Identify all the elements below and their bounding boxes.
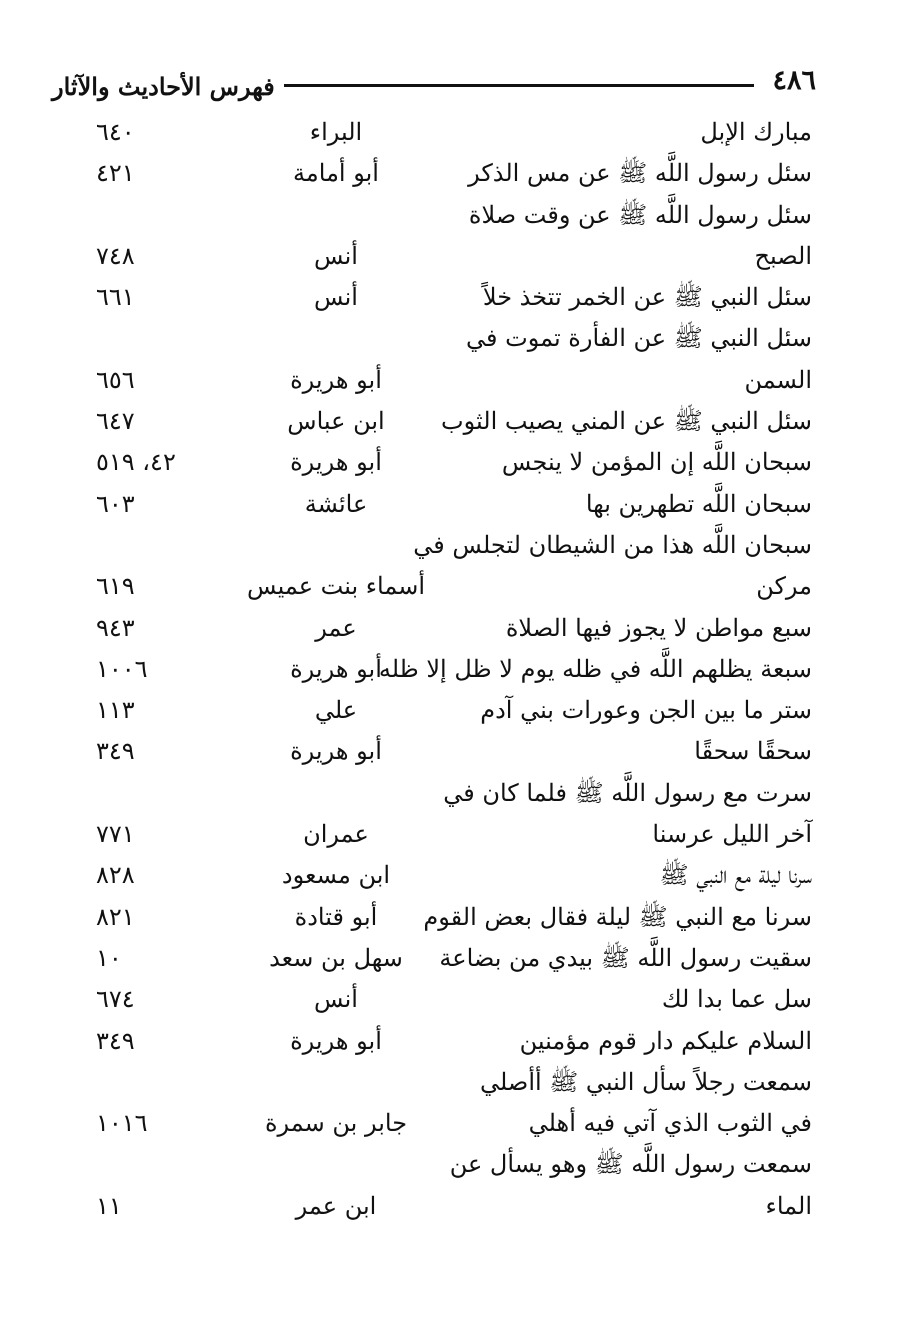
page-reference: ٦٧٤	[96, 985, 135, 1014]
narrator: ابن عباس	[287, 407, 385, 436]
narrator: أنس	[314, 283, 358, 312]
index-entry	[0, 277, 916, 318]
index-entry	[0, 360, 916, 401]
index-entry	[0, 897, 916, 938]
hadith-text: سئل النبي ﷺ عن المني يصيب الثوب	[441, 407, 812, 436]
hadith-text: سبحان اللَّه تطهرين بها	[585, 489, 812, 518]
index-entry	[0, 731, 916, 772]
page-reference: ٤٢١	[96, 159, 135, 188]
page-reference: ٣٤٩	[96, 1026, 135, 1055]
page-reference: ١٠١٦	[96, 1109, 148, 1138]
narrator: ابن مسعود	[281, 861, 391, 890]
page-reference: ٣٤٩	[96, 737, 135, 766]
index-entry	[0, 1144, 916, 1185]
hadith-text: سرت مع رسول اللَّه ﷺ فلما كان في	[443, 778, 812, 807]
index-entry	[0, 566, 916, 607]
page-reference: ٩٤٣	[96, 613, 135, 642]
page-reference: ٨٢٨	[96, 861, 135, 890]
hadith-text: سحقًا سحقًا	[694, 737, 812, 766]
narrator: أسماء بنت عميس	[246, 572, 426, 601]
index-entry	[0, 608, 916, 649]
narrator: أنس	[314, 985, 358, 1014]
hadith-text: سبعة يظلهم اللَّه في ظله يوم لا ظل إلا ظله	[378, 654, 812, 683]
page-reference: ٦٥٦	[96, 365, 135, 394]
index-entry	[0, 814, 916, 855]
hadith-text: سبحان اللَّه إن المؤمن لا ينجس	[501, 448, 812, 477]
page-reference: ١١٣	[96, 696, 135, 725]
narrator: أبو قتادة	[294, 902, 378, 931]
narrator: علي	[314, 696, 358, 725]
hadith-text: سبع مواطن لا يجوز فيها الصلاة	[505, 613, 812, 642]
index-entry	[0, 979, 916, 1020]
narrator: عمر	[315, 613, 357, 642]
hadith-text: ستر ما بين الجن وعورات بني آدم	[480, 696, 812, 725]
index-entry	[0, 649, 916, 690]
hadith-text: سبحان اللَّه هذا من الشيطان لتجلس في	[413, 530, 812, 559]
hadith-text: مركن	[756, 572, 812, 601]
index-entry	[0, 1103, 916, 1144]
narrator: عائشة	[304, 489, 368, 518]
page-reference: ٦٠٣	[96, 489, 135, 518]
page-reference: ٤٢، ٥١٩	[96, 448, 176, 477]
hadith-text: سرنا ليلة مع النبي ﷺ	[659, 861, 812, 890]
narrator: ابن عمر	[295, 1191, 377, 1220]
page-reference: ٧٤٨	[96, 241, 135, 270]
index-entry	[0, 484, 916, 525]
narrator: أبو أمامة	[293, 159, 379, 188]
hadith-text: سئل رسول اللَّه ﷺ عن وقت صلاة	[468, 200, 812, 229]
narrator: أبو هريرة	[290, 365, 382, 394]
page-reference: ١٠٠٦	[96, 654, 148, 683]
index-entry	[0, 690, 916, 731]
hadith-text: سمعت رجلاً سأل النبي ﷺ أأصلي	[479, 1067, 812, 1096]
page-reference: ٧٧١	[96, 820, 135, 849]
page-reference: ٨٢١	[96, 902, 135, 931]
index-entry	[0, 195, 916, 236]
index-entry	[0, 442, 916, 483]
index-entry	[0, 773, 916, 814]
index-entry	[0, 855, 916, 896]
hadith-text: الماء	[765, 1191, 812, 1220]
page-reference: ٦٤٠	[96, 118, 135, 146]
hadith-text: سقيت رسول اللَّه ﷺ بيدي من بضاعة	[439, 943, 812, 972]
hadith-text: سئل النبي ﷺ عن الخمر تتخذ خلاً	[482, 283, 812, 312]
index-entry	[0, 401, 916, 442]
hadith-text: سرنا مع النبي ﷺ ليلة فقال بعض القوم	[423, 902, 812, 931]
page-reference: ٦٤٧	[96, 407, 135, 436]
narrator: أبو هريرة	[290, 737, 382, 766]
page-title: فهرس الأحاديث والآثار	[52, 72, 275, 101]
index-entry	[0, 236, 916, 277]
hadith-text: السلام عليكم دار قوم مؤمنين	[519, 1026, 812, 1055]
page-reference: ١١	[96, 1191, 122, 1220]
page-number: ٤٨٦	[772, 65, 816, 96]
index-entry	[0, 938, 916, 979]
hadith-text: سئل النبي ﷺ عن الفأرة تموت في	[466, 324, 812, 353]
index-entry	[0, 112, 916, 153]
page-reference: ٦٦١	[96, 283, 135, 312]
hadith-text: الصبح	[754, 241, 812, 270]
narrator: البراء	[309, 118, 363, 146]
hadith-text: سمعت رسول اللَّه ﷺ وهو يسأل عن	[449, 1150, 812, 1179]
index-entry	[0, 525, 916, 566]
hadith-text: السمن	[744, 365, 812, 394]
hadith-text: مبارك الإبل	[700, 118, 812, 146]
index-entry	[0, 318, 916, 359]
index-entry	[0, 1062, 916, 1103]
narrator: أبو هريرة	[290, 1026, 382, 1055]
index-entry	[0, 153, 916, 194]
hadith-text: سئل رسول اللَّه ﷺ عن مس الذكر	[468, 159, 812, 188]
narrator: جابر بن سمرة	[264, 1109, 408, 1138]
page-reference: ١٠	[96, 943, 122, 972]
narrator: أنس	[314, 241, 358, 270]
hadith-text: سل عما بدا لك	[661, 985, 812, 1014]
hadith-text: آخر الليل عرسنا	[652, 820, 812, 849]
header-rule	[284, 84, 754, 87]
narrator: سهل بن سعد	[269, 943, 403, 972]
page-header	[52, 64, 816, 114]
hadith-text: في الثوب الذي آتي فيه أهلي	[528, 1109, 812, 1138]
index-entry	[0, 1186, 916, 1227]
narrator: عمران	[303, 820, 369, 849]
page-reference: ٦١٩	[96, 572, 135, 601]
index-list	[0, 112, 916, 1227]
narrator: أبو هريرة	[290, 448, 382, 477]
index-entry	[0, 1021, 916, 1062]
narrator: أبو هريرة	[290, 654, 382, 683]
